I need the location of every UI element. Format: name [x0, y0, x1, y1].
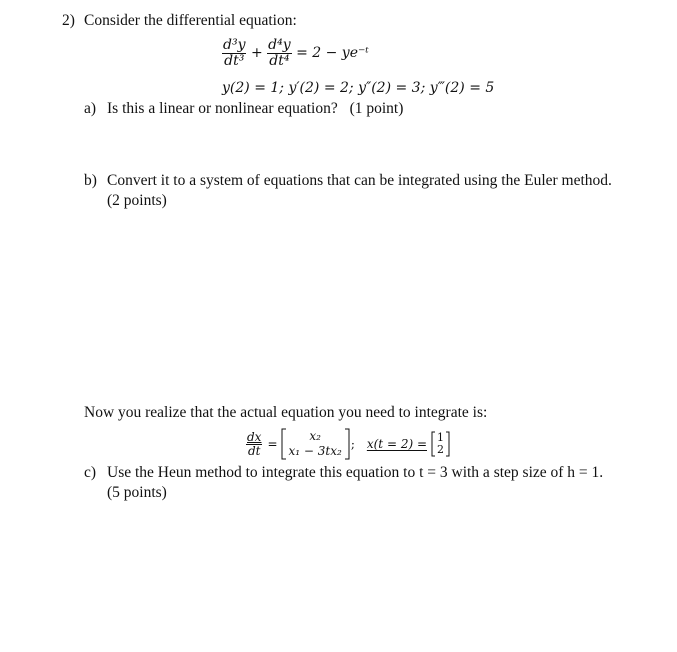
initial-vector-entries: [437, 432, 444, 455]
fraction-numerator: dx: [247, 429, 262, 444]
transition-text: Now you realize that the actual equation you need to integrate is:: [84, 404, 488, 421]
part-a-text: [107, 100, 403, 118]
right-bracket-icon: [344, 428, 350, 460]
question-intro: Consider the differential equation:: [84, 12, 297, 29]
part-b-points: (2 points): [107, 192, 167, 209]
initial-condition-lhs: x(t = 2) =: [366, 437, 427, 451]
system-equation: [246, 426, 450, 462]
part-a-points: (1 point): [349, 100, 404, 117]
equation-rhs: = 2 − ye⁻ᵗ: [296, 45, 369, 62]
left-bracket-icon: [281, 428, 287, 460]
part-a-question: Is this a linear or nonlinear equation?: [107, 100, 338, 117]
part-c-label: c): [84, 464, 97, 481]
fraction-d3y-dt3: [222, 38, 246, 68]
initial-vector-row-1: 1: [437, 431, 444, 445]
fraction-denominator: dt⁴: [269, 52, 290, 69]
vector-row-2: x₁ − 3tx₂: [288, 444, 342, 458]
differential-equation: [222, 38, 369, 68]
left-bracket-icon: [431, 431, 436, 457]
question-number: 2): [62, 12, 75, 29]
part-c-text: Use the Heun method to integrate this equation to t = 3 with a step size of h = 1.: [107, 464, 604, 481]
fraction-numerator: d³y: [223, 37, 246, 53]
fraction-dx-dt: [246, 431, 262, 457]
part-b-label: b): [84, 172, 97, 189]
part-c-points: (5 points): [107, 484, 167, 501]
fraction-denominator: dt: [247, 443, 261, 458]
vector-row-1: x₂: [309, 429, 321, 443]
initial-vector-row-2: 2: [437, 443, 444, 456]
plus-sign: +: [250, 45, 263, 62]
part-a-label: a): [84, 100, 97, 117]
part-b-text: Convert it to a system of equations that can be integrated using the Euler method.: [107, 172, 612, 189]
separator: ;: [350, 437, 355, 451]
fraction-numerator: d⁴y: [268, 37, 291, 53]
vector-entries: [289, 429, 342, 459]
equals-sign: =: [267, 437, 278, 451]
right-bracket-icon: [445, 431, 450, 457]
initial-conditions: y(2) = 1; y′(2) = 2; y″(2) = 3; y‴(2) = 5: [222, 80, 495, 96]
fraction-denominator: dt³: [224, 52, 245, 69]
fraction-d4y-dt4: [267, 38, 291, 68]
